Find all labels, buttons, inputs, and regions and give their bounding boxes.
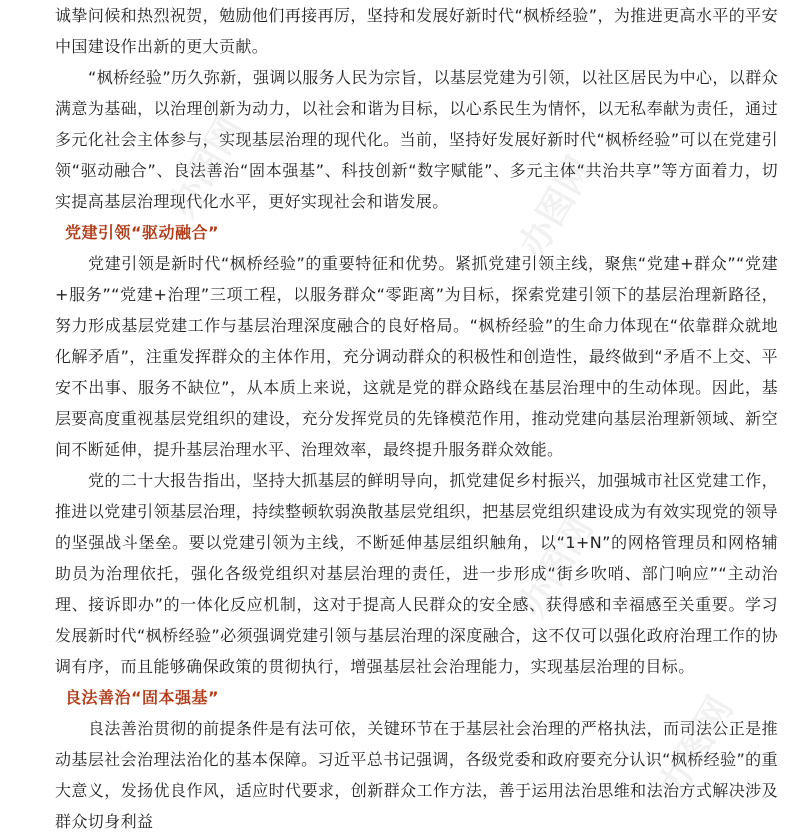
watermark-3: 办图网 [511,509,602,625]
paragraph-party-building-2: 党的二十大报告指出，坚持大抓基层的鲜明导向，抓党建促乡村振兴，加强城市社区党建工作，推进以党建引领基层治理，持续整顿软弱涣散基层党组织，把基层党组织建设成为有效实现党的领导的坚强战斗堡垒。要以党建引领为主线，不断延伸基层组织触角，以“1+N”的网格管理员和网格辅助员为治理依托，强化各级党组织对基层治理的责任，进一步形成“街乡吹哨、部门响应”“主动治理、接诉即办”的一体化反应机制，这对于提高人民群众的安全感、获得感和幸福感至关重要。学习发展新时代“枫桥经验”必须强调党建引领与基层治理的深度融合，这不仅可以强化政府治理工作的协调有序，而且能够确保政策的贯彻执行，增强基层社会治理能力，实现基层治理的目标。 [55,471,778,676]
watermark-2: 办图网 [511,149,602,265]
watermark-1: 办图网 [161,109,252,225]
paragraph-intro-continued: 诚挚问候和热烈祝贺，勉励他们再接再厉，坚持和发展好新时代“枫桥经验”，为推进更高水平的平安中国建设作出新的更大贡献。 [55,6,778,56]
section-heading-rule-of-law: 良法善治“固本强基” [65,688,220,707]
paragraph-rule-of-law-1: 良法善治贯彻的前提条件是有法可依，关键环节在于基层社会治理的严格执法，而司法公正是推动基层社会治理法治化的基本保障。习近平总书记强调，各级党委和政府要充分认识“枫桥经验”的重大意义，发扬优良作风，适应时代要求，创新群众工作方法，善于运用法治思维和法治方式解决涉及群众切身利益 [55,719,778,831]
paragraph-party-building-1: 党建引领是新时代“枫桥经验”的重要特征和优势。紧抓党建引领主线，聚焦“党建+群众”“党建+服务”“党建+治理”三项工程，以服务群众“零距离”为目标，探索党建引领下的基层治理新路径，努力形成基层党建工作与基层治理深度融合的良好格局。“枫桥经验”的生命力体现在“依靠群众就地化解矛盾”，注重发挥群众的主体作用，充分调动群众的积极性和创造性，最终做到“矛盾不上交、平安不出事、服务不缺位”，从本质上来说，这就是党的群众路线在基层治理中的生动体现。因此，基层要高度重视基层党组织的建设，充分发挥党员的先锋模范作用，推动党建向基层治理新领域、新空间不断延伸，提升基层治理水平、治理效率，最终提升服务群众效能。 [55,254,778,459]
paragraph-fengqiao-overview: “枫桥经验”历久弥新，强调以服务人民为宗旨，以基层党建为引领，以社区居民为中心，以群众满意为基础，以治理创新为动力，以社会和谐为目标，以心系民生为情怀，以无私奉献为责任，通过多元化社会主体参与，实现基层治理的现代化。当前，坚持好发展好新时代“枫桥经验”可以在党建引领“驱动融合”、良法善治“固本强基”、科技创新“数字赋能”、多元主体“共治共享”等方面着力，切实提高基层治理现代化水平，更好实现社会和谐发展。 [55,68,778,211]
section-heading-party-building: 党建引领“驱动融合” [65,223,220,242]
watermark-4: 办图网 [651,689,742,805]
